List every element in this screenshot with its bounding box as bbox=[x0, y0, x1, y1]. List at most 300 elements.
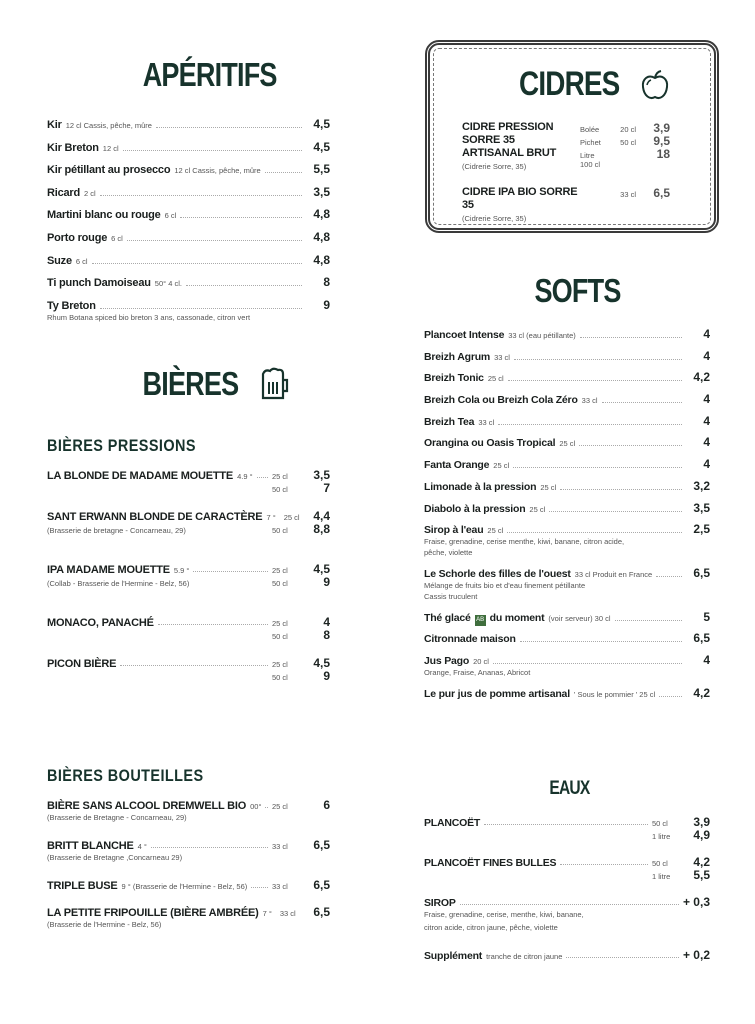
dot-leader bbox=[560, 864, 648, 865]
menu-item bbox=[47, 656, 330, 682]
item-price: 6,5 bbox=[313, 905, 330, 919]
item-price: 4,8 bbox=[313, 252, 330, 267]
item-description: Rhum Botana spiced bio breton 3 ans, cassonade, citron vert bbox=[47, 312, 251, 322]
item-note: 25 cl bbox=[487, 526, 504, 536]
item-price: 5 bbox=[703, 609, 710, 624]
item-description: citron acide, citron jaune, pêche, violette bbox=[424, 923, 558, 932]
item-note: 7 ° bbox=[266, 513, 276, 522]
item-name: PLANCOËT bbox=[424, 817, 481, 829]
dot-leader bbox=[560, 489, 682, 490]
dot-leader bbox=[100, 308, 302, 309]
menu-item bbox=[424, 501, 710, 515]
menu-item bbox=[424, 435, 710, 449]
item-line bbox=[47, 117, 330, 131]
menu-item bbox=[424, 895, 710, 934]
item-line bbox=[424, 948, 710, 961]
size-row bbox=[580, 147, 670, 169]
item-note: 5.9 ° bbox=[173, 566, 190, 575]
item-line bbox=[424, 868, 710, 881]
menu-item bbox=[47, 905, 330, 931]
menu-item bbox=[47, 230, 330, 244]
item-line bbox=[424, 479, 710, 493]
item-name: LA BLONDE DE MADAME MOUETTE bbox=[47, 470, 234, 482]
item-volume: 25 cl bbox=[272, 566, 288, 575]
item-note: 6 cl bbox=[75, 256, 88, 266]
item-name: Ricard bbox=[47, 186, 81, 199]
item-note: 33 cl bbox=[494, 352, 510, 362]
item-name: Orangina ou Oasis Tropical bbox=[424, 437, 556, 450]
item-volume: 1 litre bbox=[652, 872, 671, 881]
size-label: Litre 100 cl bbox=[580, 151, 601, 169]
item-price: 4,5 bbox=[313, 562, 330, 576]
menu-item bbox=[47, 275, 330, 289]
item-price: 4 bbox=[703, 435, 710, 450]
item-price: 8 bbox=[323, 275, 330, 290]
item-volume: 50 cl bbox=[272, 673, 288, 682]
item-name: Diabolo à la pression bbox=[424, 502, 526, 515]
softs-list bbox=[424, 327, 710, 707]
item-price: 3,5 bbox=[693, 500, 710, 515]
item-price: 2,5 bbox=[693, 522, 710, 537]
dot-leader bbox=[257, 477, 268, 478]
item-price: 4,2 bbox=[693, 855, 710, 869]
item-note: 00° bbox=[250, 802, 262, 811]
item-price: 4,9 bbox=[693, 828, 710, 842]
item-name: Martini blanc ou rouge bbox=[47, 209, 161, 222]
item-line bbox=[424, 653, 710, 667]
item-note: (voir serveur) 30 cl bbox=[548, 613, 611, 623]
menu-item bbox=[424, 479, 710, 493]
item-note: 20 cl bbox=[473, 656, 489, 666]
item-name: Kir bbox=[47, 119, 62, 131]
menu-item bbox=[424, 392, 710, 406]
item-line bbox=[424, 610, 710, 624]
item-note: 25 cl bbox=[487, 374, 504, 384]
item-price: 4 bbox=[703, 413, 710, 428]
item-line bbox=[424, 686, 710, 700]
item-price: 4,4 bbox=[313, 509, 330, 523]
item-name: Thé glacé bbox=[424, 611, 471, 624]
item-volume: 20 cl bbox=[620, 125, 636, 134]
eaux-title: EAUX bbox=[549, 778, 590, 799]
aperitifs-list bbox=[47, 117, 330, 331]
item-line bbox=[47, 162, 330, 176]
apple-icon bbox=[640, 69, 670, 101]
item-line bbox=[47, 656, 330, 669]
item-line bbox=[47, 628, 330, 641]
size-row bbox=[580, 186, 670, 199]
item-description: Orange, Fraise, Ananas, Abricot bbox=[424, 667, 531, 677]
item-name: Supplément bbox=[424, 950, 483, 962]
item-price: 4,5 bbox=[313, 139, 330, 154]
dot-leader bbox=[579, 445, 682, 446]
menu-item bbox=[47, 468, 330, 494]
menu-item bbox=[47, 615, 330, 641]
item-line bbox=[424, 895, 710, 908]
item-line bbox=[47, 905, 330, 918]
item-price: 7 bbox=[323, 481, 330, 495]
item-line bbox=[424, 392, 710, 406]
item-volume: 33 cl bbox=[279, 909, 296, 918]
dot-leader bbox=[180, 217, 302, 218]
item-note: 6 cl bbox=[111, 233, 123, 243]
item-name: Kir Breton bbox=[47, 141, 99, 154]
menu-item bbox=[424, 457, 710, 471]
dot-leader bbox=[566, 957, 679, 958]
item-name: Kir pétillant au prosecco bbox=[47, 164, 171, 177]
item-line bbox=[424, 457, 710, 471]
item-volume: 33 cl bbox=[272, 882, 288, 891]
item-name: SANT ERWANN BLONDE DE CARACTÈRE bbox=[47, 511, 263, 523]
item-note: 33 cl Produit en France bbox=[574, 569, 653, 579]
eaux-list bbox=[424, 815, 710, 975]
item-name: Citronnade maison bbox=[424, 633, 516, 646]
item-description: (Cidrerie Sorre, 35) bbox=[462, 214, 527, 223]
item-price: 4 bbox=[703, 392, 710, 407]
item-line bbox=[47, 275, 330, 289]
item-volume: 25 cl bbox=[272, 619, 288, 628]
item-description: (Brasserie de l'Hermine - Belz, 56) bbox=[47, 920, 162, 929]
item-price: 4 bbox=[703, 348, 710, 363]
dot-leader bbox=[186, 285, 302, 286]
dot-leader bbox=[520, 641, 682, 642]
menu-item bbox=[424, 414, 710, 428]
bieres-title: BIÈRES bbox=[132, 365, 291, 403]
item-price: 3,5 bbox=[313, 184, 330, 199]
item-note: 25 cl bbox=[540, 482, 557, 492]
menu-item bbox=[47, 185, 330, 199]
menu-item bbox=[424, 522, 710, 558]
item-description: (Brasserie de Bretagne - Concarneau, 29) bbox=[47, 813, 187, 822]
menu-item bbox=[424, 815, 710, 841]
item-name: Breizh Tea bbox=[424, 415, 475, 428]
dot-leader bbox=[123, 150, 302, 151]
item-price: 4,2 bbox=[693, 370, 710, 385]
item-price: 4,2 bbox=[693, 685, 710, 700]
item-volume: 50 cl bbox=[272, 526, 288, 535]
item-price: 3,5 bbox=[313, 468, 330, 482]
item-volume: 50 cl bbox=[272, 485, 288, 494]
item-line bbox=[424, 855, 710, 868]
dot-leader bbox=[92, 263, 302, 264]
dot-leader bbox=[100, 195, 302, 196]
item-line bbox=[47, 298, 330, 312]
item-line bbox=[424, 828, 710, 841]
dot-leader bbox=[460, 904, 679, 905]
dot-leader bbox=[158, 624, 268, 625]
item-volume: 25 cl bbox=[283, 513, 300, 522]
item-line bbox=[47, 575, 330, 588]
item-name-suffix: du moment bbox=[489, 611, 545, 624]
item-note: 4 ° bbox=[137, 842, 147, 851]
item-description: Fraise, grenadine, cerise, menthe, kiwi, banane, bbox=[424, 910, 584, 919]
item-note: 9 ° (Brasserie de l'Hermine - Belz, 56) bbox=[121, 882, 248, 891]
item-price: 9 bbox=[323, 297, 330, 312]
dot-leader bbox=[602, 402, 683, 403]
item-note: 4.9 ° bbox=[237, 472, 253, 481]
item-note: 33 cl bbox=[581, 396, 598, 406]
item-price: 6,5 bbox=[693, 565, 710, 580]
item-volume: 50 cl bbox=[272, 579, 288, 588]
size-label: Pichet bbox=[580, 138, 601, 147]
softs-title: SOFTS bbox=[534, 272, 621, 309]
item-line bbox=[47, 509, 330, 522]
item-line bbox=[47, 481, 330, 494]
item-line bbox=[424, 370, 710, 384]
item-line bbox=[424, 566, 710, 580]
item-price: + 0,2 bbox=[682, 948, 710, 962]
item-name: ARTISANAL BRUT bbox=[462, 147, 557, 159]
item-name: BRITT BLANCHE bbox=[47, 840, 134, 852]
menu-item bbox=[47, 562, 330, 588]
bieres-bouteilles-heading: BIÈRES BOUTEILLES bbox=[47, 766, 204, 785]
item-price: 4,8 bbox=[313, 207, 330, 222]
item-price: 3,9 bbox=[693, 815, 710, 829]
item-line bbox=[47, 522, 330, 535]
cidre-name-block bbox=[462, 121, 580, 173]
menu-item bbox=[47, 253, 330, 267]
item-volume: 1 litre bbox=[652, 832, 671, 841]
item-note: 33 cl (eau pétillante) bbox=[508, 331, 576, 340]
item-name: PICON BIÈRE bbox=[47, 658, 117, 670]
cidre-sizes bbox=[580, 186, 670, 225]
item-line bbox=[47, 669, 330, 682]
item-name: MONACO, PANACHÉ bbox=[47, 617, 154, 629]
item-price: 6,5 bbox=[693, 631, 710, 646]
menu-item bbox=[47, 162, 330, 176]
item-name: IPA MADAME MOUETTE bbox=[47, 564, 170, 576]
item-name: LA PETITE FRIPOUILLE (BIÈRE AMBRÉE) bbox=[47, 907, 259, 919]
item-price: 5,5 bbox=[313, 162, 330, 177]
item-price: + 0,3 bbox=[682, 895, 710, 909]
item-note: 50° 4 cl. bbox=[154, 279, 182, 289]
item-line bbox=[424, 815, 710, 828]
item-name: SIROP bbox=[424, 897, 456, 909]
item-note: 25 cl bbox=[493, 461, 510, 471]
menu-item bbox=[424, 327, 710, 341]
item-line bbox=[424, 414, 710, 428]
item-price: 3,9 bbox=[653, 121, 670, 135]
size-row bbox=[580, 121, 670, 134]
beer-mug-icon bbox=[259, 366, 291, 402]
dot-leader bbox=[513, 467, 682, 468]
menu-item bbox=[47, 509, 330, 535]
item-description: Mélange de fruits bio et d'eau finement pétillante bbox=[424, 580, 586, 590]
item-name: Breizh Cola ou Breizh Cola Zéro bbox=[424, 394, 578, 407]
item-price: 4,5 bbox=[313, 656, 330, 670]
item-name: Ti punch Damoiseau bbox=[47, 277, 151, 290]
item-description: (Cidrerie Sorre, 35) bbox=[462, 162, 527, 171]
item-price: 4,5 bbox=[313, 117, 330, 131]
dot-leader bbox=[493, 663, 682, 664]
item-price: 4 bbox=[323, 615, 330, 629]
menu-item bbox=[424, 855, 710, 881]
item-description: Fraise, grenadine, cerise menthe, kiwi, banane, citron acide, bbox=[424, 537, 625, 547]
cidres-list bbox=[462, 121, 670, 238]
dot-leader bbox=[507, 532, 682, 533]
item-line bbox=[47, 838, 330, 851]
item-volume: 25 cl bbox=[272, 472, 288, 481]
bieres-pressions-list bbox=[47, 468, 330, 682]
item-name: PLANCOËT FINES BULLES bbox=[424, 857, 557, 869]
item-name: BIÈRE SANS ALCOOL DREMWELL BIO bbox=[47, 800, 247, 812]
item-line bbox=[47, 185, 330, 199]
menu-item bbox=[47, 207, 330, 221]
dot-leader bbox=[127, 240, 302, 241]
menu-item bbox=[47, 878, 330, 891]
item-note: ' Sous le pommier ' 25 cl bbox=[573, 689, 656, 699]
item-line bbox=[47, 253, 330, 267]
menu-item bbox=[424, 610, 710, 624]
item-line bbox=[424, 522, 710, 536]
item-name: Plancoet Intense bbox=[424, 329, 505, 341]
menu-item bbox=[47, 117, 330, 131]
item-price: 5,5 bbox=[693, 868, 710, 882]
item-price: 6,5 bbox=[313, 838, 330, 852]
item-price: 9,5 bbox=[653, 134, 670, 148]
dot-leader bbox=[265, 172, 302, 173]
item-price: 9 bbox=[323, 575, 330, 589]
menu-item bbox=[424, 686, 710, 700]
item-note: 2 cl bbox=[84, 188, 96, 198]
menu-item bbox=[47, 798, 330, 824]
dot-leader bbox=[659, 696, 682, 697]
item-name: Porto rouge bbox=[47, 231, 108, 244]
item-description: Cassis truculent bbox=[424, 591, 478, 601]
item-volume: 50 cl bbox=[272, 632, 288, 641]
dot-leader bbox=[251, 887, 268, 888]
dot-leader bbox=[484, 824, 648, 825]
item-volume: 50 cl bbox=[620, 138, 636, 147]
item-volume: 50 cl bbox=[652, 859, 668, 868]
cidre-name-block bbox=[462, 186, 580, 225]
dot-leader bbox=[151, 847, 268, 848]
dot-leader bbox=[156, 127, 302, 128]
item-line bbox=[47, 562, 330, 575]
item-name: Le pur jus de pomme artisanal bbox=[424, 687, 570, 700]
item-volume: 25 cl bbox=[272, 802, 288, 811]
item-note: 25 cl bbox=[529, 504, 546, 514]
organic-ab-icon: AB bbox=[475, 615, 486, 626]
item-name: Sirop à l'eau bbox=[424, 524, 484, 537]
item-line bbox=[47, 207, 330, 221]
item-name: Limonade à la pression bbox=[424, 480, 537, 493]
item-line bbox=[424, 327, 710, 341]
size-label: Bolée bbox=[580, 125, 600, 134]
item-volume: 50 cl bbox=[652, 819, 668, 828]
item-line bbox=[47, 615, 330, 628]
menu-item bbox=[424, 370, 710, 384]
item-price: 4 bbox=[703, 327, 710, 341]
item-name: TRIPLE BUSE bbox=[47, 880, 118, 892]
item-price: 8,8 bbox=[313, 522, 330, 536]
bieres-bouteilles-list bbox=[47, 798, 330, 945]
item-name: CIDRE IPA BIO SORRE 35 bbox=[462, 186, 578, 211]
dot-leader bbox=[549, 511, 682, 512]
menu-item bbox=[424, 349, 710, 363]
item-name: Breizh Agrum bbox=[424, 350, 491, 363]
item-note: 25 cl bbox=[559, 439, 576, 449]
dot-leader bbox=[514, 359, 682, 360]
item-volume: 25 cl bbox=[272, 660, 288, 669]
item-note: 12 cl bbox=[102, 143, 119, 153]
item-note: tranche de citron jaune bbox=[486, 952, 563, 961]
dot-leader bbox=[498, 424, 682, 425]
item-name: Breizh Tonic bbox=[424, 372, 484, 385]
item-note: 12 cl Cassis, pêche, mûre bbox=[174, 166, 261, 176]
item-line bbox=[424, 501, 710, 515]
dot-leader bbox=[580, 337, 682, 338]
item-line bbox=[47, 878, 330, 891]
item-name: Jus Pago bbox=[424, 654, 470, 667]
item-price: 18 bbox=[656, 147, 670, 161]
menu-item bbox=[424, 948, 710, 961]
item-line bbox=[424, 631, 710, 645]
item-price: 4 bbox=[703, 457, 710, 472]
menu-item bbox=[424, 566, 710, 602]
item-description: (Collab - Brasserie de l'Hermine - Belz, 56) bbox=[47, 579, 190, 588]
item-line bbox=[424, 349, 710, 363]
item-name: Ty Breton bbox=[47, 299, 96, 312]
item-description: (Brasserie de bretagne - Concarneau, 29) bbox=[47, 526, 186, 535]
item-name: Fanta Orange bbox=[424, 459, 490, 472]
item-note: 33 cl bbox=[478, 417, 495, 427]
menu-item bbox=[47, 140, 330, 154]
item-description: (Brasserie de Bretagne ,Concarneau 29) bbox=[47, 853, 183, 862]
dot-leader bbox=[656, 576, 682, 577]
item-price: 8 bbox=[323, 628, 330, 642]
bieres-pressions-heading: BIÈRES PRESSIONS bbox=[47, 436, 196, 455]
item-line bbox=[47, 468, 330, 481]
item-volume: 33 cl bbox=[272, 842, 288, 851]
item-note: 7 ° bbox=[262, 909, 272, 918]
dot-leader bbox=[508, 380, 682, 381]
item-note: 12 cl Cassis, pêche, mûre bbox=[65, 121, 152, 130]
item-volume: 33 cl bbox=[620, 190, 636, 199]
dot-leader bbox=[265, 807, 268, 808]
item-price: 4 bbox=[703, 652, 710, 667]
size-row bbox=[580, 134, 670, 147]
item-line bbox=[47, 140, 330, 154]
item-line bbox=[47, 230, 330, 244]
menu-item bbox=[424, 653, 710, 678]
aperitifs-title: APÉRITIFS bbox=[142, 56, 277, 93]
item-line bbox=[424, 435, 710, 449]
item-price: 3,2 bbox=[693, 478, 710, 493]
cidres-title: CIDRES bbox=[508, 65, 670, 104]
item-price: 6,5 bbox=[653, 186, 670, 200]
dot-leader bbox=[193, 571, 268, 572]
item-note: 6 cl bbox=[164, 211, 177, 221]
item-line bbox=[47, 798, 330, 811]
item-price: 6 bbox=[323, 798, 330, 812]
menu-item bbox=[47, 838, 330, 864]
dot-leader bbox=[615, 620, 682, 621]
item-name: CIDRE PRESSION SORRE 35 bbox=[462, 121, 554, 146]
dot-leader bbox=[120, 665, 268, 666]
item-price: 4,8 bbox=[313, 229, 330, 244]
item-price: 6,5 bbox=[313, 878, 330, 892]
cidre-item bbox=[462, 186, 670, 225]
menu-item bbox=[47, 298, 330, 323]
item-name: Suze bbox=[47, 254, 72, 267]
item-name: Le Schorle des filles de l'ouest bbox=[424, 567, 571, 580]
cidre-sizes bbox=[580, 121, 670, 173]
item-description: pêche, violette bbox=[424, 548, 473, 558]
cidre-item bbox=[462, 121, 670, 173]
menu-item bbox=[424, 631, 710, 645]
item-price: 9 bbox=[323, 669, 330, 683]
